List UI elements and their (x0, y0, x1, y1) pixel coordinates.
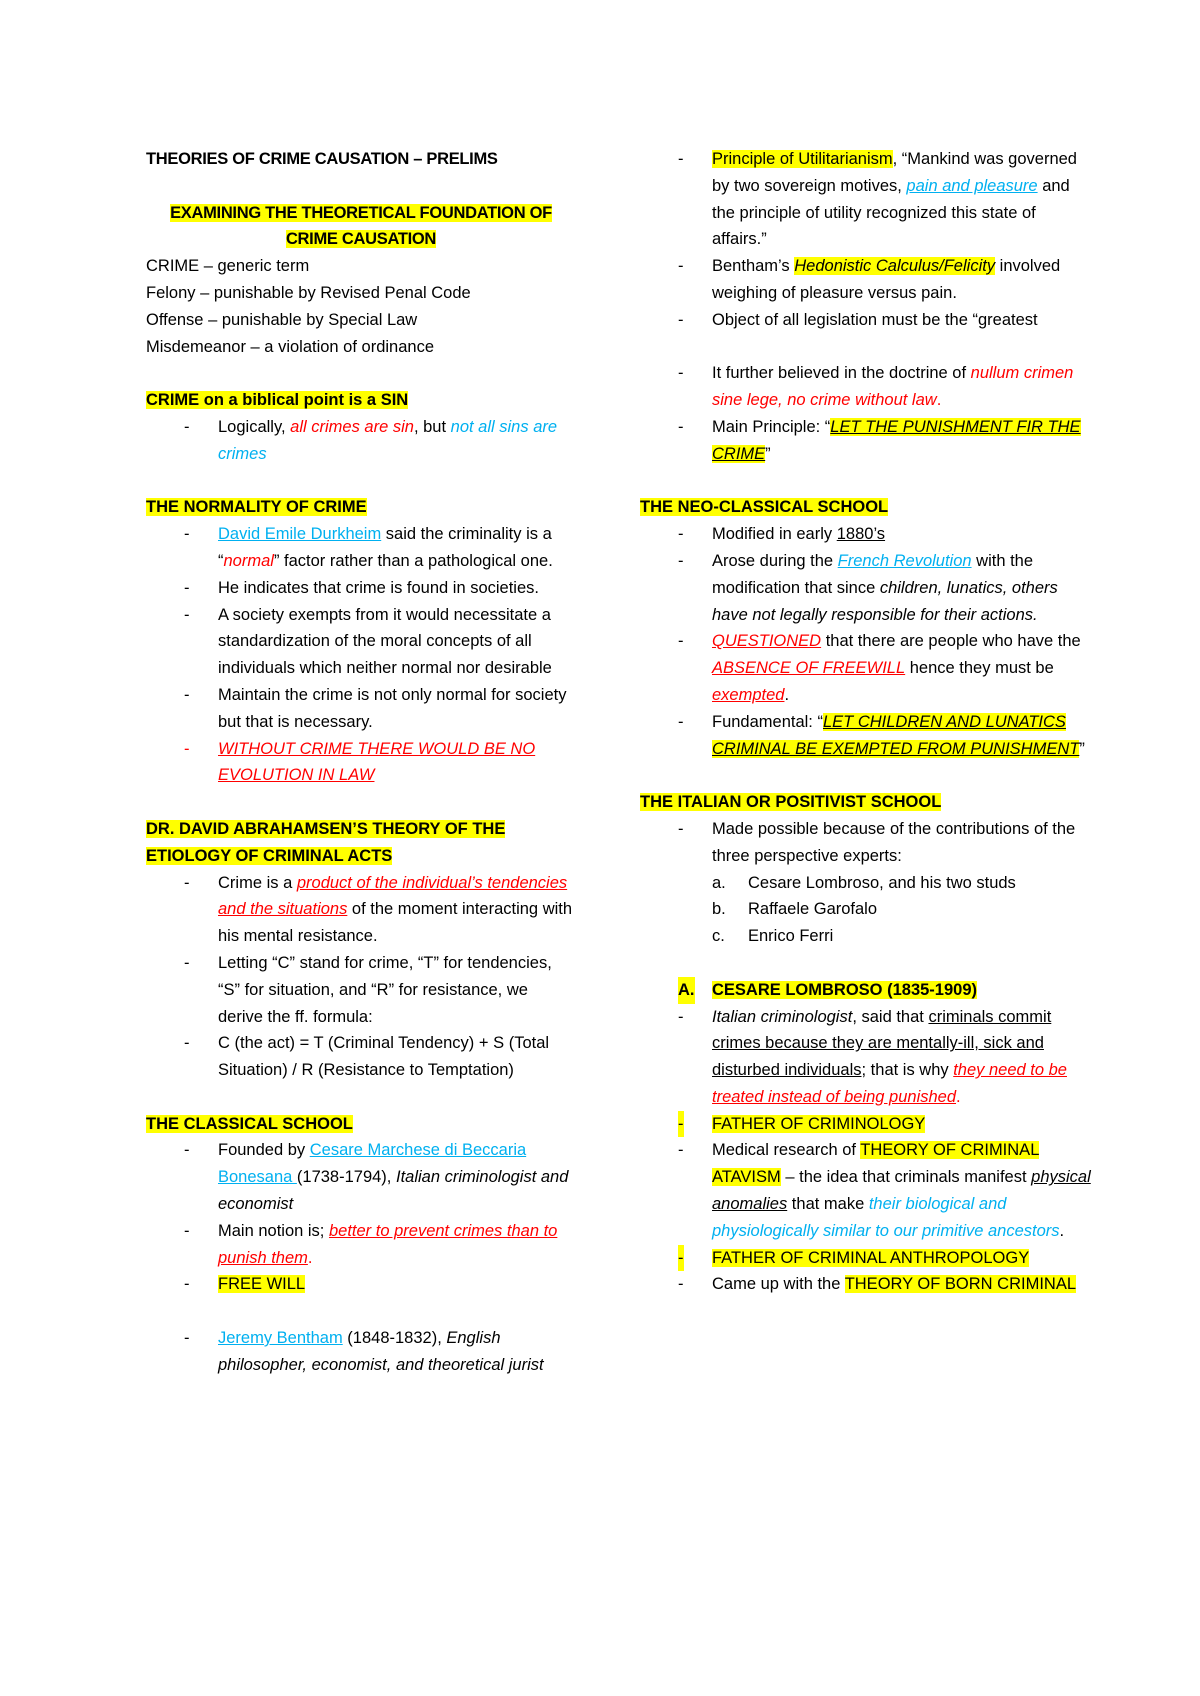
bullet: - QUESTIONED that there are people who have the ABSENCE OF FREEWILL hence they must be exempted. (678, 632, 1081, 704)
durkheim-link[interactable]: David Emile Durkheim (218, 525, 382, 544)
bullet: - Principle of Utilitarianism, “Mankind was governed by two sovereign motives, pain and pleasure and the principle of utility recognized this state of affairs.” (678, 150, 1077, 249)
subtitle: EXAMINING THE THEORETICAL FOUNDATION OF CRIME CAUSATION (170, 203, 552, 249)
section-utilitarianism (672, 146, 1092, 468)
section-lombroso (672, 977, 1092, 1299)
bullet: - Medical research of THEORY OF CRIMINAL ATAVISM – the idea that criminals manifest physical anomalies that make their biological and physiologically similar to our primitive ancestors. (678, 1141, 1091, 1240)
bullet: - He indicates that crime is found in societies. (184, 578, 539, 597)
bullet: - Came up with the THEORY OF BORN CRIMINAL (678, 1275, 1077, 1294)
bullet: - Arose during the French Revolution with the modification that since children, lunatics, others have not legally responsible for their actions. (678, 551, 1058, 624)
list-item: a. Cesare Lombroso, and his two studs (712, 873, 1016, 892)
bullet: - It further believed in the doctrine of nullum crimen sine lege, no crime without law. (678, 364, 1074, 410)
bullet: - Crime is a product of the individual’s tendencies and the situations of the moment interacting with his mental resistance. (184, 873, 573, 946)
bullet: - FATHER OF CRIMINAL ANTHROPOLOGY (672, 1245, 1092, 1272)
section-normality (146, 494, 576, 789)
right-column (640, 146, 1092, 1298)
bullet: - Maintain the crime is not only normal for society but that is necessary. (184, 685, 567, 731)
beccaria-link[interactable]: Cesare Marchese di Beccaria Bonesana (218, 1141, 527, 1187)
definition-crime: CRIME – generic term (146, 257, 310, 276)
bullet: - FREE WILL (184, 1275, 306, 1294)
section-heading: A. CESARE LOMBROSO (1835-1909) (672, 977, 1092, 1004)
bullet: - David Emile Durkheim said the criminality is a “normal” factor rather than a pathological one. (184, 525, 553, 570)
bullet: - FATHER OF CRIMINOLOGY (672, 1111, 1092, 1138)
formula-bullet: - C (the act) = T (Criminal Tendency) + S (Total Situation) / R (Resistance to Temptation) (184, 1034, 550, 1080)
section-heading: THE NEO-CLASSICAL SCHOOL (640, 498, 889, 517)
section-biblical (146, 387, 576, 467)
section-abrahamsen: DR. DAVID ABRAHAMSEN’S THEORY OF THE ETIOLOGY OF CRIMINAL ACTS - Crime is a product of the individual’s tendencies and the situations of the moment interacting with his mental resistance. - Letting “C” stand for crime, “T” for tendencies, “S” for situation, and “R” for resistance, we derive the ff. formula: - C (the act) = T (Criminal Tendency) + S (Total Situation) / R (Resistance to Temptation) (146, 816, 576, 1084)
bullet: - Italian criminologist, said that criminals commit crimes because they are mentally-ill, sick and disturbed individuals; that is why they need to be treated instead of being punished. (678, 1007, 1067, 1106)
section-heading: DR. DAVID ABRAHAMSEN’S THEORY OF THE (146, 819, 506, 838)
bullet: - Letting “C” stand for crime, “T” for tendencies, “S” for situation, and “R” for resistance, we derive the ff. formula: (184, 953, 552, 1026)
list-item: c. Enrico Ferri (712, 927, 834, 946)
bullet: - Bentham’s Hedonistic Calculus/Felicity involved weighing of pleasure versus pain. (678, 257, 1061, 302)
section-neo-classical (640, 494, 1092, 762)
section-italian-positivist (640, 789, 1092, 950)
bullet: - Made possible because of the contributions of the three perspective experts: (678, 819, 1076, 865)
bullet: - Object of all legislation must be the “greatest (678, 310, 1038, 329)
section-heading: THE NORMALITY OF CRIME (146, 498, 367, 517)
bullet: - Jeremy Bentham (1848-1832), English philosopher, economist, and theoretical jurist (184, 1329, 544, 1374)
bullet: - Main Principle: “LET THE PUNISHMENT FIR THE CRIME” (678, 417, 1081, 463)
document-title: THEORIES OF CRIME CAUSATION – PRELIMS (146, 150, 498, 168)
bullet: - A society exempts from it would necessitate a standardization of the moral concepts of all individuals which neither normal nor desirable (184, 605, 552, 678)
section-classical (146, 1111, 576, 1379)
definition-misdemeanor: Misdemeanor – a violation of ordinance (146, 337, 435, 356)
bullet: - Fundamental: “LET CHILDREN AND LUNATICS CRIMINAL BE EXEMPTED FROM PUNISHMENT” (678, 712, 1085, 758)
bullet: - Logically, all crimes are sin, but not all sins are crimes (184, 417, 558, 463)
section-heading: CRIME on a biblical point is a SIN (146, 391, 409, 410)
bullet: - WITHOUT CRIME THERE WOULD BE NO EVOLUTION IN LAW (184, 739, 536, 785)
section-heading: THE CLASSICAL SCHOOL (146, 1114, 353, 1133)
left-column (146, 146, 576, 1379)
bullet: - Main notion is; better to prevent crimes than to punish them. (184, 1221, 558, 1267)
list-item: b. Raffaele Garofalo (712, 900, 878, 919)
bullet: - Founded by Cesare Marchese di Beccaria Bonesana (1738-1794), Italian criminologist and economist (184, 1141, 569, 1214)
bullet: - Modified in early 1880’s (678, 525, 886, 544)
definition-felony: Felony – punishable by Revised Penal Code (146, 283, 471, 302)
section-heading: THE ITALIAN OR POSITIVIST SCHOOL (640, 793, 942, 812)
definition-offense: Offense – punishable by Special Law (146, 310, 418, 329)
bentham-link[interactable]: Jeremy Bentham (218, 1329, 343, 1348)
french-revolution-link[interactable]: French Revolution (837, 551, 972, 570)
